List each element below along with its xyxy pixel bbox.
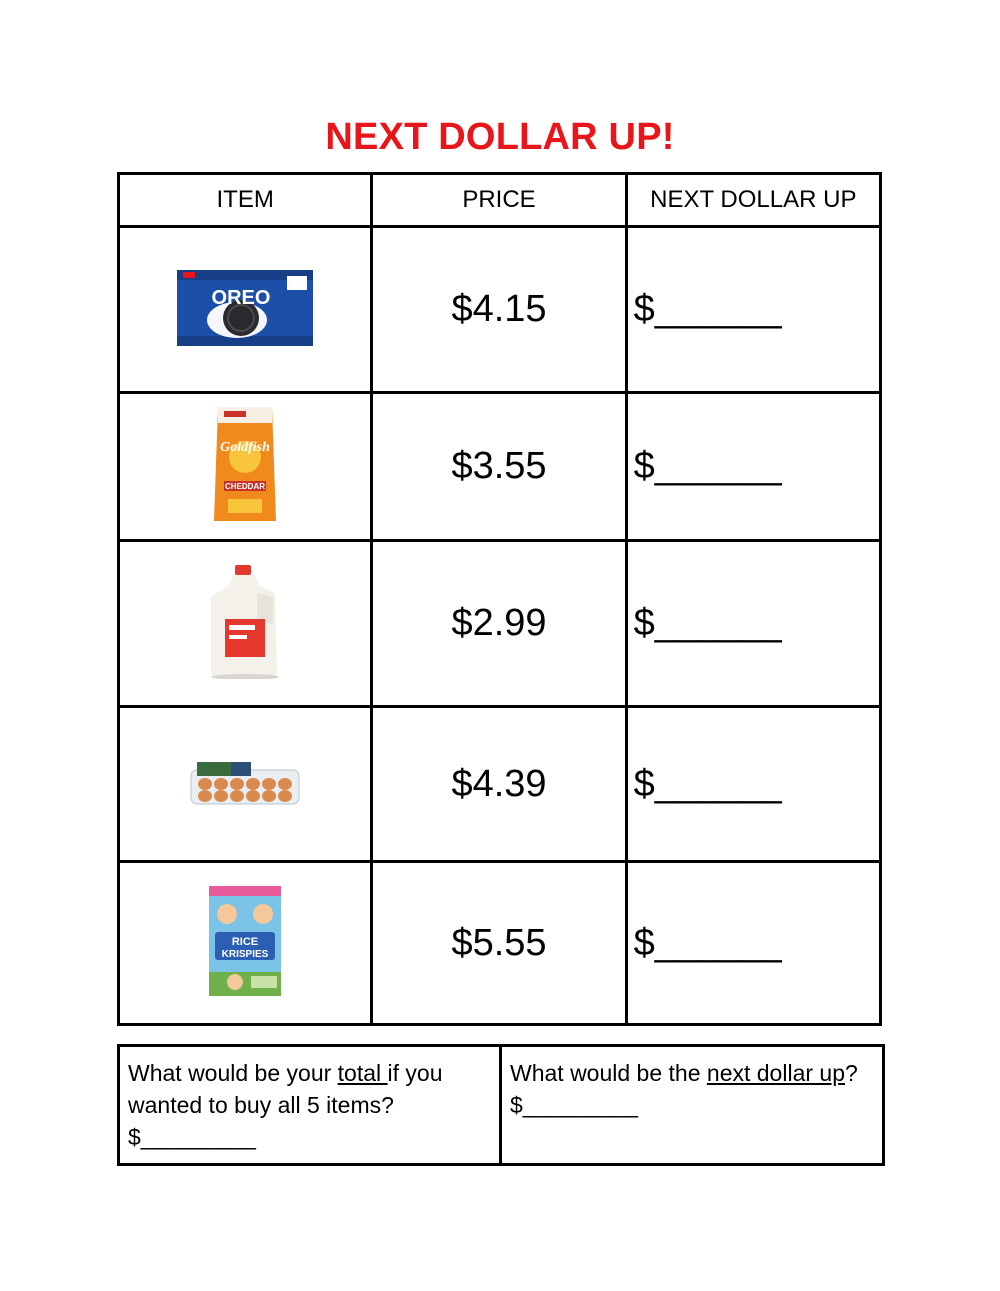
table-row bbox=[119, 393, 881, 541]
answer-blank-total[interactable]: $_________ bbox=[128, 1124, 256, 1150]
table-row bbox=[119, 541, 881, 707]
price-table bbox=[117, 172, 882, 1026]
answer-blank[interactable]: $______ bbox=[626, 541, 880, 707]
question-table bbox=[117, 1044, 885, 1166]
item-cell bbox=[119, 541, 372, 707]
table-header-row bbox=[119, 174, 881, 227]
question-underlined: total bbox=[337, 1060, 388, 1086]
header-next-dollar-up: NEXT DOLLAR UP bbox=[626, 174, 880, 227]
svg-text:RICE: RICE bbox=[232, 935, 259, 948]
oreo-package-icon bbox=[175, 262, 315, 357]
answer-blank-next-dollar[interactable]: $_________ bbox=[510, 1092, 638, 1118]
table-row bbox=[119, 227, 881, 393]
question-next-dollar bbox=[501, 1046, 884, 1165]
egg-carton-icon bbox=[189, 756, 301, 813]
svg-text:CHEDDAR: CHEDDAR bbox=[225, 482, 266, 491]
header-item: ITEM bbox=[119, 174, 372, 227]
milk-gallon-icon bbox=[205, 563, 285, 684]
item-cell bbox=[119, 862, 372, 1025]
question-underlined: next dollar up bbox=[706, 1060, 845, 1086]
goldfish-bag-icon bbox=[210, 403, 280, 530]
answer-blank[interactable]: $______ bbox=[626, 707, 880, 862]
svg-text:Goldfish: Goldfish bbox=[220, 440, 271, 455]
question-text: ? bbox=[845, 1060, 858, 1086]
answer-blank[interactable]: $______ bbox=[626, 227, 880, 393]
answer-blank[interactable]: $______ bbox=[626, 393, 880, 541]
header-price: PRICE bbox=[372, 174, 626, 227]
svg-text:OREO: OREO bbox=[211, 287, 271, 309]
item-cell bbox=[119, 227, 372, 393]
page-title: NEXT DOLLAR UP! bbox=[325, 116, 675, 158]
price-cell: $5.55 bbox=[372, 862, 626, 1025]
question-text: What would be the bbox=[510, 1060, 707, 1086]
price-cell: $2.99 bbox=[372, 541, 626, 707]
item-cell bbox=[119, 707, 372, 862]
answer-blank[interactable]: $______ bbox=[626, 862, 880, 1025]
rice-krispies-box-icon bbox=[205, 884, 285, 1003]
question-text: What would be your bbox=[128, 1060, 338, 1086]
question-text: if you wanted to buy all 5 items? bbox=[128, 1060, 443, 1118]
table-row bbox=[119, 862, 881, 1025]
price-cell: $4.39 bbox=[372, 707, 626, 862]
price-cell: $4.15 bbox=[372, 227, 626, 393]
svg-text:KRISPIES: KRISPIES bbox=[221, 948, 269, 960]
item-cell bbox=[119, 393, 372, 541]
price-cell: $3.55 bbox=[372, 393, 626, 541]
table-row bbox=[119, 707, 881, 862]
question-total bbox=[119, 1046, 501, 1165]
